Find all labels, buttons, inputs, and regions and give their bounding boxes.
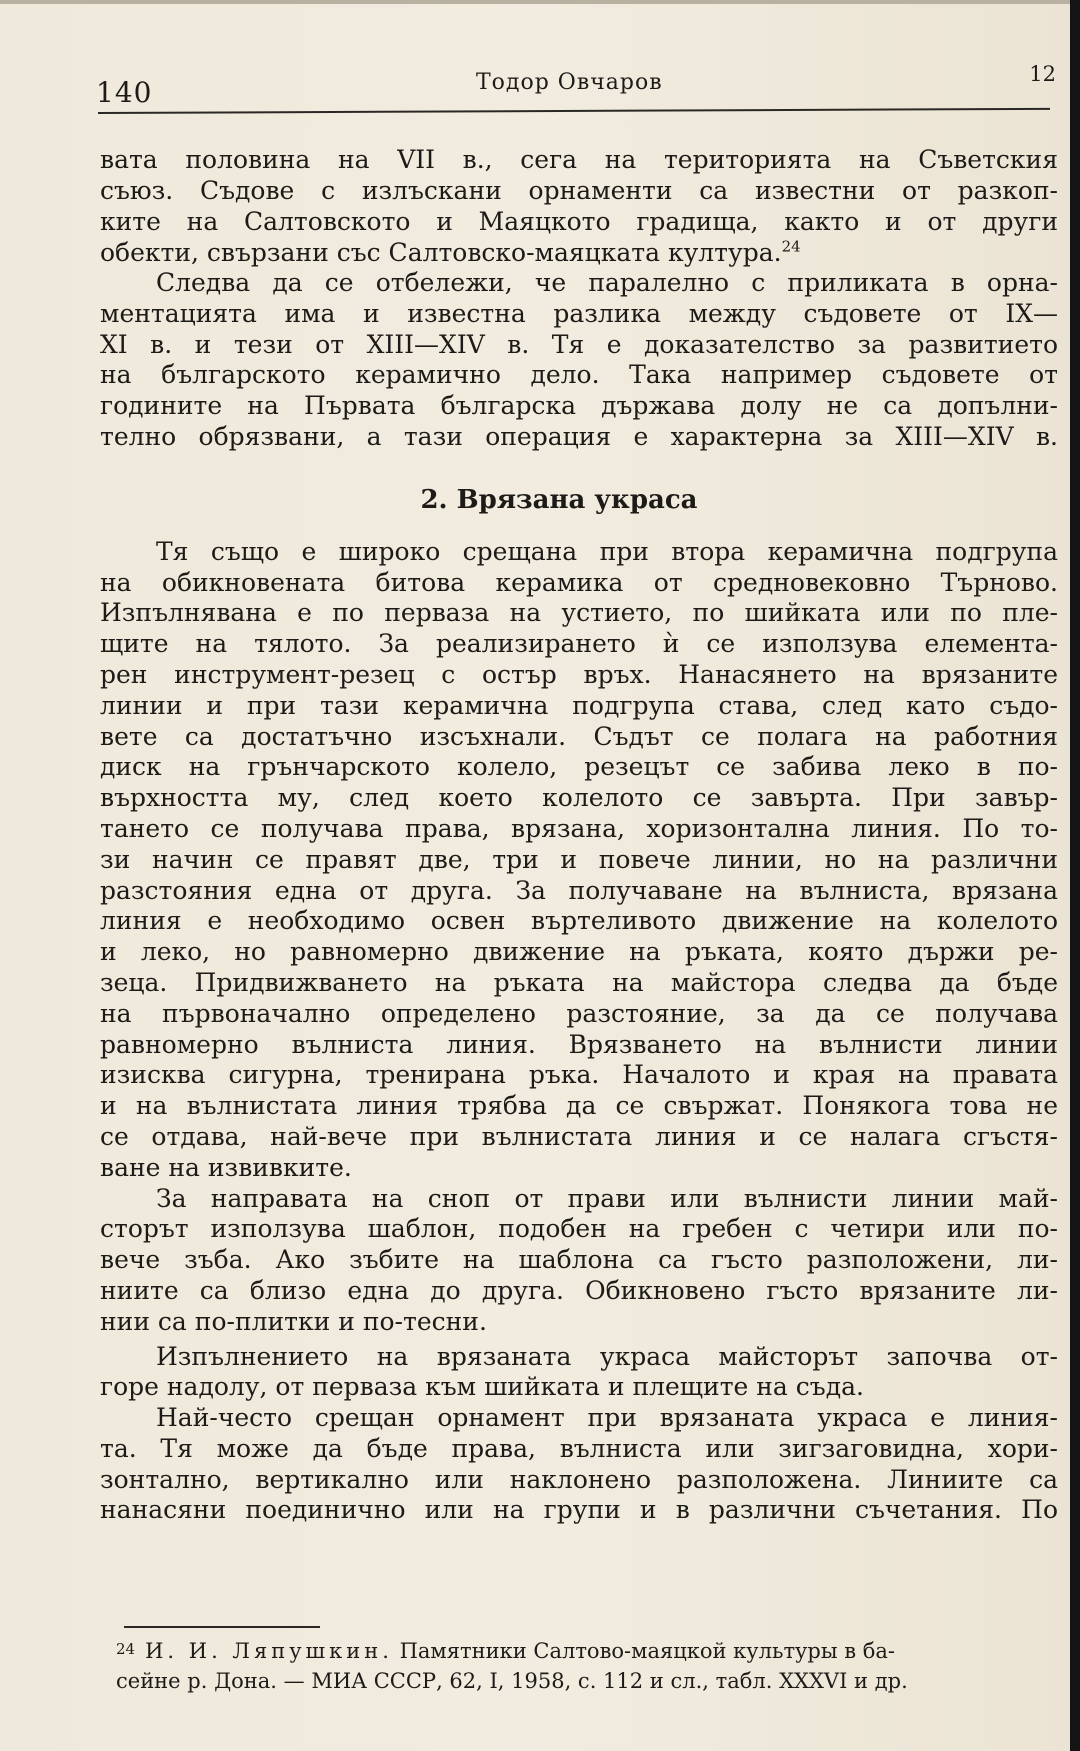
paragraph-5: [100, 1342, 1058, 1404]
text-line: съюз. Съдове с излъскани орнаменти са известни от разкоп-: [100, 176, 1058, 205]
text-line: линия е необходимо освен въртеливото движение на колелото: [100, 906, 1058, 936]
text-line: За направата на сноп от прави или вълнисти линии май-: [156, 1183, 1058, 1213]
text-line: рен инструмент-резец с остър връх. Нанасянето на врязаните: [100, 659, 1058, 689]
text-line: зи начин се правят две, три и повече линии, но на различни: [100, 844, 1058, 874]
footnote-number: 24: [116, 1640, 136, 1658]
page-right-edge: [1070, 0, 1080, 1751]
text-line: диск на грънчарското колело, резецът се забива леко в по-: [100, 752, 1058, 782]
text-line: сторът използува шаблон, подобен на гребен с четири или по-: [100, 1214, 1058, 1244]
footnote-rule: [124, 1626, 320, 1628]
text-line: зонтално, вертикално или наклонено разположена. Линиите са: [100, 1464, 1058, 1494]
paragraph-2: [100, 268, 1058, 453]
corner-page-number: 12: [1029, 62, 1056, 86]
text-line: [100, 237, 1058, 268]
text-line: вече зъба. Ако зъбите на шаблона са гъсто разположени, ли-: [100, 1245, 1058, 1275]
text-line: равномерно вълниста линия. Врязването на вълнисти линии: [100, 1029, 1058, 1059]
footnote-text: Памятники Салтово-маяцкой культуры в ба-: [399, 1639, 896, 1663]
paragraph-4: [100, 1184, 1058, 1338]
footnote-line-2: сейне р. Дона. — МИА СССР, 62, I, 1958, с. 112 и сл., табл. XXXVI и др.: [116, 1669, 908, 1693]
text-line: телно обрязвани, а тази операция е характерна за XIII—XIV в.: [100, 421, 1058, 451]
text-line: се отдава, най-вече при вълнистата линия и се налага сгъстя-: [100, 1121, 1058, 1151]
main-text: [100, 144, 1058, 1526]
text-line: XI в. и тези от XIII—XIV в. Тя е доказателство за развитието: [100, 329, 1058, 359]
text-line: и на вълнистата линия трябва да се свържат. Понякога това не: [100, 1091, 1058, 1121]
text-line: върхността му, след което колелото се завърта. При завър-: [100, 783, 1058, 813]
text-line: вата половина на VII в., сега на територията на Съветския: [100, 145, 1058, 174]
text-line: ниите са близо една до друга. Обикновено гъсто врязаните ли-: [100, 1275, 1058, 1305]
text-line: тането се получава права, врязана, хоризонтална линия. По то-: [100, 813, 1058, 843]
running-head-author: Тодор Овчаров: [476, 70, 663, 95]
footnotes: [116, 1633, 1060, 1697]
text-line: нанасяни поединично или на групи и в различни съчетания. По: [100, 1495, 1058, 1525]
text-line: Тя също е широко срещана при втора керамична подгрупа: [156, 536, 1058, 566]
text-line: на обикновената битова керамика от средновековно Търново.: [100, 567, 1058, 597]
footnote-line-1: [116, 1633, 1060, 1665]
text-line: Изпълнението на врязаната украса майсторът започва от-: [156, 1341, 1058, 1371]
text-line: зеца. Придвижването на ръката на майстора следва да бъде: [100, 967, 1058, 997]
text-line: нии са по-плитки и по-тесни.: [100, 1306, 487, 1336]
page-number: 140: [96, 76, 153, 109]
text-line: ментацията има и известна разлика между съдовете от IX—: [100, 298, 1058, 328]
text-line: на българското керамично дело. Така например съдовете от: [100, 360, 1058, 390]
text-line: изисква сигурна, тренирана ръка. Началото и края на правата: [100, 1060, 1058, 1090]
text-line: горе надолу, от перваза към шийката и плещите на съда.: [100, 1372, 864, 1402]
text-line-content: обекти, свързани със Салтовско-маяцката култура.: [100, 238, 782, 267]
text-line: и леко, но равномерно движение на ръката, която държи ре-: [100, 937, 1058, 967]
text-line: Изпълнявана е по перваза на устието, по шийката или по пле-: [100, 598, 1058, 628]
text-line: та. Тя може да бъде права, вълниста или зигзаговидна, хори-: [100, 1433, 1058, 1463]
text-line: на първоначално определено разстояние, за да се получава: [100, 998, 1058, 1028]
page-header: [96, 62, 1056, 112]
text-line: годините на Първата българска държава долу не са допълни-: [100, 391, 1058, 421]
section-heading: 2. Врязана украса: [420, 484, 698, 515]
footnote-author: И. И. Ляпушкин.: [145, 1639, 393, 1663]
paragraph-3: [100, 537, 1058, 1184]
text-line: вете са достатъчно изсъхнали. Съдът се полага на работния: [100, 721, 1058, 751]
text-line: линии и при тази керамична подгрупа става, след като съдо-: [100, 690, 1058, 720]
page-top-edge: [0, 0, 1080, 4]
text-line: разстояния една от друга. За получаване на вълниста, врязана: [100, 875, 1058, 905]
text-line: щите на тялото. За реализирането ѝ се използува елемента-: [100, 629, 1058, 659]
paragraph-6: [100, 1403, 1058, 1526]
footnote-ref: 24: [781, 237, 801, 256]
text-line: ките на Салтовското и Маяцкото градища, както и от други: [100, 207, 1058, 236]
text-line: ване на извивките.: [100, 1152, 352, 1182]
paragraph-1: [100, 144, 1058, 268]
text-line: Най-често срещан орнамент при врязаната украса е линия-: [156, 1403, 1058, 1433]
text-line: Следва да се отбележи, че паралелно с приликата в орна-: [156, 268, 1058, 297]
